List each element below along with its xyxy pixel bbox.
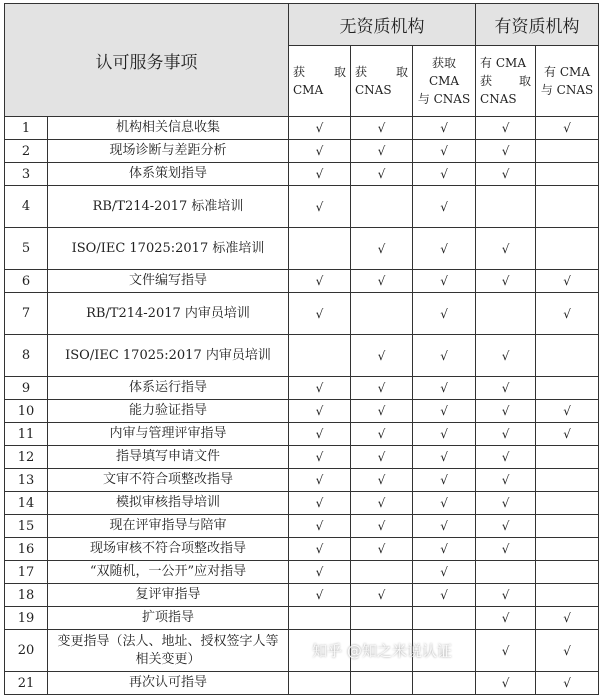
- table-row: [5, 672, 599, 695]
- empty-cell: [536, 186, 599, 228]
- header-text: 有 CMA: [480, 56, 526, 70]
- check-mark-icon: √: [476, 607, 536, 630]
- check-mark-icon: √: [476, 270, 536, 293]
- table-row: [5, 335, 599, 377]
- row-item: “双随机，一公开”应对指导: [48, 561, 289, 584]
- empty-cell: [536, 584, 599, 607]
- check-mark-icon: √: [536, 117, 599, 140]
- row-item: 文件编写指导: [48, 270, 289, 293]
- header-col-has-cma-get-cnas: [476, 46, 536, 117]
- check-mark-icon: √: [351, 117, 413, 140]
- check-mark-icon: √: [413, 335, 476, 377]
- row-item: 扩项指导: [48, 607, 289, 630]
- check-mark-icon: √: [351, 584, 413, 607]
- check-mark-icon: √: [351, 377, 413, 400]
- check-mark-icon: √: [476, 446, 536, 469]
- empty-cell: [476, 561, 536, 584]
- check-mark-icon: √: [536, 400, 599, 423]
- check-mark-icon: √: [289, 538, 351, 561]
- row-item: 体系运行指导: [48, 377, 289, 400]
- header-text: 与 CNAS: [417, 92, 471, 106]
- check-mark-icon: √: [413, 584, 476, 607]
- empty-cell: [536, 561, 599, 584]
- table-row: [5, 561, 599, 584]
- table-row: [5, 186, 599, 228]
- check-mark-icon: √: [536, 270, 599, 293]
- check-mark-icon: √: [476, 163, 536, 186]
- header-text: CNAS: [355, 83, 392, 97]
- row-number: 4: [5, 186, 48, 228]
- check-mark-icon: √: [351, 270, 413, 293]
- empty-cell: [351, 186, 413, 228]
- table-body: [5, 117, 599, 695]
- row-number: 17: [5, 561, 48, 584]
- header-group-unqualified: 无资质机构: [289, 4, 476, 46]
- check-mark-icon: √: [289, 492, 351, 515]
- check-mark-icon: √: [536, 423, 599, 446]
- check-mark-icon: √: [289, 186, 351, 228]
- table-row: [5, 469, 599, 492]
- empty-cell: [289, 607, 351, 630]
- check-mark-icon: √: [351, 228, 413, 270]
- header-text: CNAS: [480, 92, 517, 106]
- check-mark-icon: √: [413, 446, 476, 469]
- row-item: 现场诊断与差距分析: [48, 140, 289, 163]
- row-item: RB/T214-2017 内审员培训: [48, 293, 289, 335]
- check-mark-icon: √: [351, 515, 413, 538]
- row-number: 1: [5, 117, 48, 140]
- check-mark-icon: √: [351, 400, 413, 423]
- check-mark-icon: √: [476, 423, 536, 446]
- check-mark-icon: √: [476, 469, 536, 492]
- empty-cell: [351, 607, 413, 630]
- check-mark-icon: √: [413, 163, 476, 186]
- check-mark-icon: √: [476, 117, 536, 140]
- check-mark-icon: √: [536, 672, 599, 695]
- table-row: [5, 117, 599, 140]
- header-col-cma-cnas: [413, 46, 476, 117]
- check-mark-icon: √: [289, 469, 351, 492]
- check-mark-icon: √: [476, 515, 536, 538]
- row-number: 16: [5, 538, 48, 561]
- row-item: 文审不符合项整改指导: [48, 469, 289, 492]
- check-mark-icon: √: [476, 140, 536, 163]
- empty-cell: [413, 672, 476, 695]
- check-mark-icon: √: [289, 400, 351, 423]
- check-mark-icon: √: [413, 140, 476, 163]
- table-row: [5, 228, 599, 270]
- check-mark-icon: √: [289, 377, 351, 400]
- header-text: 取: [519, 74, 532, 88]
- row-item: 能力验证指导: [48, 400, 289, 423]
- table-row: [5, 515, 599, 538]
- table-row: [5, 492, 599, 515]
- row-number: 6: [5, 270, 48, 293]
- check-mark-icon: √: [413, 270, 476, 293]
- table-row: [5, 140, 599, 163]
- row-item: 现在评审指导与陪审: [48, 515, 289, 538]
- check-mark-icon: √: [476, 400, 536, 423]
- check-mark-icon: √: [413, 400, 476, 423]
- header-item-title: 认可服务事项: [5, 4, 289, 117]
- table-row: [5, 446, 599, 469]
- check-mark-icon: √: [351, 469, 413, 492]
- row-number: 10: [5, 400, 48, 423]
- check-mark-icon: √: [351, 538, 413, 561]
- check-mark-icon: √: [413, 515, 476, 538]
- table-row: [5, 423, 599, 446]
- row-item: 指导填写申请文件: [48, 446, 289, 469]
- row-number: 18: [5, 584, 48, 607]
- header-text: 有 CMA: [544, 65, 590, 79]
- row-item: 内审与管理评审指导: [48, 423, 289, 446]
- header-col-has-cma-cnas: [536, 46, 599, 117]
- check-mark-icon: √: [351, 163, 413, 186]
- table-row: [5, 584, 599, 607]
- empty-cell: [536, 469, 599, 492]
- empty-cell: [476, 186, 536, 228]
- empty-cell: [289, 335, 351, 377]
- check-mark-icon: √: [413, 117, 476, 140]
- watermark: 知乎 @知之米说认证: [312, 642, 452, 660]
- header-text: 获: [355, 65, 368, 79]
- check-mark-icon: √: [351, 423, 413, 446]
- check-mark-icon: √: [413, 293, 476, 335]
- row-item: 体系策划指导: [48, 163, 289, 186]
- row-item: 模拟审核指导培训: [48, 492, 289, 515]
- row-number: 5: [5, 228, 48, 270]
- row-number: 15: [5, 515, 48, 538]
- header-col-cma: [289, 46, 351, 117]
- empty-cell: [536, 377, 599, 400]
- row-number: 11: [5, 423, 48, 446]
- check-mark-icon: √: [413, 538, 476, 561]
- check-mark-icon: √: [289, 515, 351, 538]
- header-col-cnas: [351, 46, 413, 117]
- row-item: RB/T214-2017 标准培训: [48, 186, 289, 228]
- empty-cell: [351, 672, 413, 695]
- check-mark-icon: √: [536, 607, 599, 630]
- empty-cell: [536, 335, 599, 377]
- row-number: 12: [5, 446, 48, 469]
- row-item: 机构相关信息收集: [48, 117, 289, 140]
- check-mark-icon: √: [413, 492, 476, 515]
- row-number: 19: [5, 607, 48, 630]
- check-mark-icon: √: [476, 584, 536, 607]
- check-mark-icon: √: [289, 117, 351, 140]
- row-number: 2: [5, 140, 48, 163]
- check-mark-icon: √: [351, 335, 413, 377]
- service-table: [4, 3, 599, 695]
- check-mark-icon: √: [289, 446, 351, 469]
- check-mark-icon: √: [413, 377, 476, 400]
- check-mark-icon: √: [289, 270, 351, 293]
- check-mark-icon: √: [476, 377, 536, 400]
- check-mark-icon: √: [351, 492, 413, 515]
- check-mark-icon: √: [289, 423, 351, 446]
- header-text: 获取 CMA: [428, 56, 460, 88]
- row-number: 13: [5, 469, 48, 492]
- row-number: 7: [5, 293, 48, 335]
- check-mark-icon: √: [413, 186, 476, 228]
- row-item: 复评审指导: [48, 584, 289, 607]
- check-mark-icon: √: [289, 140, 351, 163]
- table-row: [5, 377, 599, 400]
- check-mark-icon: √: [476, 630, 536, 672]
- check-mark-icon: √: [351, 140, 413, 163]
- header-text: 获: [293, 65, 306, 79]
- check-mark-icon: √: [289, 293, 351, 335]
- empty-cell: [536, 228, 599, 270]
- table-row: [5, 163, 599, 186]
- header-text: 与 CNAS: [540, 83, 594, 97]
- table-row: [5, 538, 599, 561]
- row-item: ISO/IEC 17025:2017 标准培训: [48, 228, 289, 270]
- check-mark-icon: √: [536, 630, 599, 672]
- row-number: 9: [5, 377, 48, 400]
- check-mark-icon: √: [413, 228, 476, 270]
- row-item: 变更指导（法人、地址、授权签字人等相关变更）: [48, 630, 289, 672]
- empty-cell: [536, 492, 599, 515]
- row-item: 再次认可指导: [48, 672, 289, 695]
- row-item: ISO/IEC 17025:2017 内审员培训: [48, 335, 289, 377]
- row-item: 现场审核不符合项整改指导: [48, 538, 289, 561]
- check-mark-icon: √: [536, 293, 599, 335]
- empty-cell: [351, 561, 413, 584]
- header-group-qualified: 有资质机构: [476, 4, 599, 46]
- table-row: [5, 400, 599, 423]
- table-row: [5, 293, 599, 335]
- row-number: 8: [5, 335, 48, 377]
- empty-cell: [289, 672, 351, 695]
- empty-cell: [536, 163, 599, 186]
- check-mark-icon: √: [289, 561, 351, 584]
- row-number: 20: [5, 630, 48, 672]
- empty-cell: [413, 607, 476, 630]
- empty-cell: [536, 446, 599, 469]
- check-mark-icon: √: [289, 584, 351, 607]
- check-mark-icon: √: [476, 335, 536, 377]
- empty-cell: [536, 538, 599, 561]
- table-row: [5, 607, 599, 630]
- header-text: 取: [333, 65, 346, 79]
- check-mark-icon: √: [476, 538, 536, 561]
- table-row: [5, 270, 599, 293]
- row-number: 21: [5, 672, 48, 695]
- empty-cell: [351, 293, 413, 335]
- check-mark-icon: √: [476, 228, 536, 270]
- check-mark-icon: √: [351, 446, 413, 469]
- check-mark-icon: √: [289, 163, 351, 186]
- empty-cell: [476, 293, 536, 335]
- row-number: 14: [5, 492, 48, 515]
- check-mark-icon: √: [413, 469, 476, 492]
- empty-cell: [289, 228, 351, 270]
- table-row: [5, 630, 599, 672]
- header-text: 获: [480, 74, 493, 88]
- check-mark-icon: √: [476, 672, 536, 695]
- header-text: 取: [395, 65, 408, 79]
- empty-cell: [536, 515, 599, 538]
- row-number: 3: [5, 163, 48, 186]
- check-mark-icon: √: [413, 423, 476, 446]
- empty-cell: [536, 140, 599, 163]
- check-mark-icon: √: [413, 561, 476, 584]
- header-text: CMA: [293, 83, 324, 97]
- check-mark-icon: √: [476, 492, 536, 515]
